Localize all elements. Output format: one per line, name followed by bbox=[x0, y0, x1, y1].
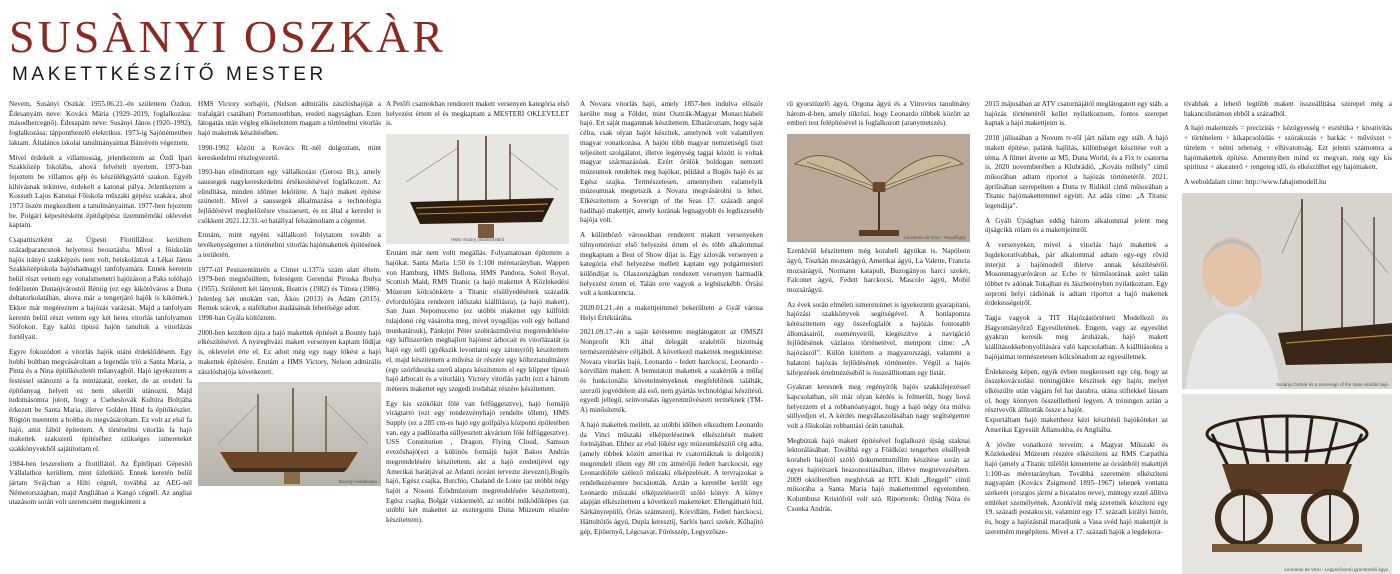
text-column-1 bbox=[9, 100, 192, 556]
text-column-3 bbox=[386, 100, 569, 556]
paragraph: Nevem, Susányi Oszkár. 1955.06.21.-én születtem Ózdon. Édesanyám neve: Kovács Mária (1929–2019, foglalkozása: másodhercegnő). Édesapám neve: Susányi János (1920–1992), foglalkozása: tápponthezelő elektrikus. 1973-ig Sajónémetiben laktam. Általános iskolai tanulmányaimat Bánrévén végeztem. bbox=[9, 100, 192, 147]
paragraph: A Novara vitorlás hajó, amely 1857-ben indulva először kerülte meg a Földet, mint Osztrák-Magyar Monarchiabeli hajó. Ert saját magamnak készítettem. Elhatároztam, hogy saját célra, csak olyan hajót készítek, amelynek volt valamilyen magyar vonatkozása. A hajón több magyar nemzetiségű tiszt teljesített szolgálatot, illetve legénység tagjai között is voltak magyar származásúak. Ezért őrülök boldogan nemzeti múzeumok rendeltek meg hajókat, például a Bogős hajó és az Egész szajka. Természetesen, amennyiben valamelyik múzeumnak megtetszik a Novara megvásárolni is lehet. Elkészítettem a Soverign of the Seas 17. századi angol hadihajó makettjét, amely korának legnagyobb és legdíszesebb hajója volt. bbox=[580, 100, 763, 225]
paragraph: Csapattisztként az Újpesti Flottillához kerültem századparancsnok helyettesi beosztásba. Mivel a főiskolán hajós irányú szakképzés nem volt, beiskoláztak a Lékai János Szakközépiskola hajóshadnagyi tanfolyamára. Ennek keretein belül részt vettem egy vonalsmenetri hajózáson a Paks tolóhajó fedélzetén Dunaújvárostól Réniig (ez egy kikötőváros a Duna deltatorkolatában, ahova már a tengerjáró hajók is kikötnek.) Ekkor már megéreztem a hajózás varázsát. Majd a tanfolyam keretén belül részt vettem egy két hetes vitorlás tanfolyamon Siófokon. Egy kalóz típusú hajón tanultuk a vitorlázás fortélyait. bbox=[9, 236, 192, 342]
paragraph: A jövőre vonatkozó terveim: a Magyar Műszaki és Közlekedési Múzeum részére elkészíteni az RMS Carpathia hajó (amely a Titanic túlélőit kimentette az óceánból) makettjét 1:100-as méretarányban. Továbbá szeretném elkészíteni nagyapám (Kovács Zsigmond 1895–1967) tehenek vontatta szekerét (orszgos járrni a hivatalos neve), mintegy ezzel állítva emléket személyének. Azonkívül még szeretnék készíteni egy 19. századi postakocsit, valamint egy 17. századi királyi hintót, és, hogy a hajózásnál maradjunk a Vasa svéd hajó makettjét is szeretném megépíteni. Mivel a 17. századi hajók a legdekora- bbox=[985, 440, 1168, 536]
photo-caption: Susányi Oszkár és a Sovereign of the Seas vitorlás hajó bbox=[1275, 381, 1388, 387]
paragraph: 2021.09.17.-én a saját kérésemre meglátogatott az OMSZI Nonprofit Kft által delegált szakértői bizottság természemlésére céljából. A következő makettek megtekintése: Novara vitorlás hajó, Leonardo - fedett harckocsi, Leonardo - kórvillám makett. A bemutatott makettek a szakértők a műfaj és funkcionális követelményeknek megfelelőnek találták, szerzői jogvédelem alá eső, nem gyártás technológiai készítésű, egyedi jellegű, színvonalas ügyeretművészeti terméknek (TM-A) minősítették. bbox=[580, 328, 764, 415]
photo-caption: Leonardo da Vinci - Legyezőszerű gyorstüzelő ágyú bbox=[1284, 566, 1388, 572]
paragraph: Gyakran keresnek meg regényírók hajós szakkifejezéssel kapcsolatban, sőt már olyan kérdés is felmerült, hogy hová helyezzem el a robbanóanyagot, hogy a hajó négy óra múlva süllyedjen el. A kérdés megválaszolásában nagy segítségemre volt a főiskolán robbantási órán tanultak. bbox=[787, 383, 970, 431]
paragraph: Az évek során elméleti ismereteimet is igyekeztem gyarapítani, hajózási szakkönyvek segítségével. A honlapomra kérészítettem egy összefoglalót a hajózás fontosabb állomásairól, eseményeiről, kiegészítve a navigáció fejlődésének vázlatos történetével, mentpont cime: „A hajózásról”. Külön kitértem a magyarországi, valamint a balatoni hajózás fejlődésének történetére. Végül a hajós kifejezések értelmezéséből is összeállítottam egy listát. bbox=[787, 300, 970, 377]
paragraph: A Gyáli Újságban eddig három alkalommal jelent meg újságcikk rólam és a makettjeimről. bbox=[985, 216, 1168, 235]
ship-model-illustration bbox=[198, 382, 381, 486]
paragraph: 1990-1992 között a Kovács Rt.-nél dolgoztam, mint kereskedelmi részlegvezető. bbox=[198, 143, 381, 162]
flying-machine-illustration bbox=[787, 134, 970, 242]
paragraph: 2020.01.21.-én a makettjeimmel bekerültem a Gyál városa Helyi Értéktárába. bbox=[580, 304, 763, 322]
photo-bounty-ship bbox=[198, 382, 381, 486]
text-column-4 bbox=[580, 100, 763, 556]
paragraph: Egy kis szökőkút fölé van felfüggesztve), hajó formájú virágtartó (ezt egy rendezvényhajó rendelte tőlem), HMS Supply (ez a 285 cm-es hajó egy golfpálya központi épületében van, egy a padlózatba süllyesztett akvárium fölé felfüggesztve). USS Constitution , Dragon, Flying Cloud, Samson evezőshajó(ezt a különös formájú hajót Bakos András megrendelésére készítettem, akt a hajó eredetijével egy Amerikai barátjával az Atlanti óceánt tervezte átevezni),Bogős hajó, Egész csajka, Burchio, Chaland de Loire (az utóbbi négy hajót a Nosoni Ërödmúzeum megrendelésére készítettem), Egész csajka, Bolgár vízkiemelő, az utóbbi működőképes (az utóbbi két makettet az esztergomi Duna Múzeum részére készítettem). bbox=[386, 399, 570, 525]
paragraph: A különböző városokban rendezett makett versenyeken túlnyomórészt első helyezést értem el és több alkalommal megkaptam a Best of Show díjat is. Egy szlovák versenyen a kategória első helyezése mellett kaptam egy polgármesteri különdíjat is. Olaszországban rendezett versenyen harmadik helyezést értem el. Talán erre vagyok a legbüszkébb. Óriási volt a konkurencia. bbox=[580, 231, 763, 298]
paragraph: Egyre fokozódott a vitorlás hajók utáni érdeklődésem. Egy hobbi boltban megvásároltam a legendás trió a Santa Maria, a Pinta és a Nina építőkészletét műanyagból. Hajó igyekeztem a festéssel utánozni a fa mintázatát, ezeket, de az eredeti fa építőanyag helyett ez nem sikerült utánozni. Majd tudomásomra jutott, hogy a Cseheslovák Kultúra Boltjába érkezett be Santa Maria, illetve Golden Hind fa építőkészlet. Rögtön meentem a boltba és megvásároltam. Ez volt az első fa hajó, amit fából építettem. A történelmi vitorlás fa hajó makettek szakszerű építéséhez szükséges ismereteket szakkönyvekből sajátítottam el. bbox=[9, 347, 192, 453]
paragraph: A hajó makettezés = precizitás + kézügyesség + esztétika + kreativitás + történelem + kikapcsolódás + szórakozás + barkác + művészet + türelem + némi tehetség + elhivatottság. Ezt jelenti számomra a hajómakettek építése. Amennyiben mind ez megvan, még egy kis spiritusz + akaraterő + rengeteg idő, és elkészülhet egy hajómakett. bbox=[1184, 124, 1392, 172]
paragraph: rű gyorstüzelő ágyú, Orgona ágyú és a Vitruvius tanulmány három-d-ben, amely tükrözi, hogy Leonardo többek között az emberi test felépítésével is foglalkozott (aranymetszés). bbox=[787, 100, 970, 128]
paragraph: Erutám már nem voltt megállás. Folyamatosan építettem a hajókat. Santa Maria 1:50 és 1:100 méretarányban, Wappen von Hamburg, HMS Bellona, HMS Pandora, Soleil Royal, Scottish Maid, RMS Titanic (a hajó makettet A Közlekedési Múzeum kölcsönkérte a Titanic elsüllyedésének századik évfordulójára rendezett időszaki kiállításra), (a hajó makett), San Juan Nepomuceno (ez utóbbi makettet egy külföldi tulajdonú cég vásárolta meg, mivel nyugdíjas volt egy holland munkatársuk), Pánkrjni Péter szobrászművész megrendelésére egy kifliszerűen meghajlott hajótest árbocait és vitorlázatát (a hajó egy selfi (gyékszik levontatni egy zátonyról) készítettem el, majd készítettem a művész úr részére egy költeztanulmányt (egy szórfdeszka szerű alapra készítettem el egy klipper típusú hajó árbocait és a vitorláit). Victory vitorlás yacht (ezt a három méteres makettet egy szegedi irodaház részére készítettem. bbox=[386, 249, 569, 393]
text-column-6 bbox=[985, 100, 1168, 556]
paragraph: A weboldalam címe: http://www.fahajomodell.hu bbox=[1184, 177, 1327, 186]
paragraph: A hajó makettek mellett, az utóbbi időben elkezdtem Leonardo da Vinci műszaki elképzeléseinek elkészítését makett formájában. Ehhez az első lökést egy múzeumkészítő cég adta,(amely többek között amerikai tv csatornáknak is dolgozik) megrendelt tőlem egy 80 cm átmérőjű fedett harckocsit, egy Leonardóféle szélező műszaki elképzelését. A tervrajzokat a rendelkezésemre bocsátották. Aztán a keretébe került egy Leonardo műszaki elképzeléseiről szóló könyv. A könyv alapján elkészítettem a következő maketteket: Ellengátható híd, Sárkányrepülő, Óriás számszeríj, Körvillám, Fedett harckocsi, Háttoltótős ágyú, Dupla keresztíj, Sarlós harci szekér, Kőhajító gép, Ejtőernyő, Légcsavar, Fúrésszép, Legyezősze- bbox=[580, 420, 764, 536]
page-subtitle: MAKETTKÉSZÍTŐ MESTER bbox=[12, 64, 327, 85]
photo-victory-ship bbox=[386, 134, 569, 244]
paragraph: 2018 júliusában a Novum tv-től járt nálam egy stáb. A hajó makett építése, palánk hajlítás, különbséget készítése volt a téma. A filmet átvette az M5, Duna World, és a Fix tv csatorna is. 2020 novemberében a Klubrádió, „Kováts műhely” című műsorában adtam riportot a hajózás történetéről. 2021. áprilisában szerepeltem a Duna tv Ridikül című műsorában a Titanic hajómakettemmel együtt. Az adás címe: „A Titanic legendája”. bbox=[985, 134, 1168, 211]
photo-leonardo-flying-machine bbox=[787, 134, 970, 242]
cannon-illustration bbox=[1182, 394, 1392, 574]
portrait-illustration bbox=[1182, 193, 1392, 389]
ship-model-illustration bbox=[386, 134, 569, 244]
paragraph: Ezenkívül készítettem még korabeli ágyúkat is. Napóleon ágyú, Toszkán mozsárágyú, Amerikai ágyú, La Valette, Francia mozsárágyú, Normann katapult, Buzogányos harci szekér, Falconet ágyú, Fedett harckocsi, Mascolo ágyú, Mobil mozsárágyú. bbox=[787, 247, 970, 294]
text-column-5 bbox=[787, 100, 970, 556]
paragraph: Erutám, mint egyéni vállalkozó folytatom tovább a tevékenységemet a történelmi vitorlás hajómakettek építésének a területén. bbox=[198, 231, 381, 259]
paragraph: Megbíztak hajó makett építésével foglalkozó újság szaknai lektorálásában. Továbbá egy a Földközi tengerben elsüllyedt korabeli hajóról szóló dokumentumfilm készítése során az egyes hajórészek beazonosításában, illetve megnevezésében. 2009 októberében meghívtak az RTL Klub „Reggeli” című műsorába a Santa Maria hajó makettemmel egyetemben. Kolumbusz Kristófról volt szó. Riporterek: Ördög Nóra és Csonka András. bbox=[787, 436, 970, 513]
paragraph: Mivel érdekelt a villamosság, jelentkeztem az Ózdi Ipari Szakközép Iskolába, ahová felvételt nyertem. 1973-ban fejeztem be villamos gép és készülékgyártó szakon. Egyéb kihívásnak tekintve, érdekelt a katonai pálya. Jelentkeztem a Kossuth Lajos Katonai Főiskola műszaki gépész szakára, ahol 1973 őszén megkezdtem a tanulmányaimat. 1977-ben fejeztem be. Polgári képesítésként építőgépész üzemmérnöki oklevelet kaptam. bbox=[9, 153, 192, 230]
text-column-7 bbox=[1184, 100, 1392, 572]
paragraph: Tagja vagyok a TIT Hajózástörténeti Modellező és Hagyományőrző Egyesületének. Engem, vagy az egyesület gyakran keresik meg áruházak, hajó makett kiállításokkebonyolítására való kapcsolatban. A kiállításokra a hajójaimat természetesen kölcsönadom az egyesületnek. bbox=[985, 314, 1168, 361]
text-column-2 bbox=[198, 100, 381, 556]
photo-caption: Leonardo da Vinci - Repülőgép bbox=[904, 235, 966, 241]
photo-caption: HMS Victory oldalnézetből bbox=[451, 237, 504, 243]
paragraph: tívabbak a lehető legtöbb makett összeállítása szerepel még a bakancslistámon ebből a századból. bbox=[1184, 100, 1392, 118]
paragraph: HMS Victory sorhajót, (Nelson admirális zászlóshajóját a trafalgári csatában) Portsmouthban, eredeti nagyságban. Ezen látogatás után végleg elköteleztem magam a történelmi vitorlás hajó makettek készítésében. bbox=[198, 100, 381, 138]
paragraph: 1977-től Pestszentimrén a Cimer u.137/a szám alatt éltem. 1979-ben megnősültem, feleségem Gerendai Piroska Ibolya (1955). Született két lányunk, Beatrix (1982) és Tímea (1986). Jelenleg két unokám van, Ákos (2013) és Ádám (2015). Remek srácok, a staféltabot átadásának lehetősége adott. 1998-ban Gyála költöztem. bbox=[198, 265, 381, 323]
paragraph: 2015 májusában az ATV csatornájától meglátogatott egy stáb, a hajózás történetéről kellet nyilatkoznom, fontos szerepet kaptak a hajó makettjeim is. bbox=[985, 100, 1168, 128]
photo-leonardo-cannon bbox=[1182, 394, 1392, 574]
paragraph: A versenyeken, mivel a vitorlás hajó makettek a legdekoratívabbak, pár alkalommal adtam egy-egy rövid interjút a hajómodell ihletve annak készítéséről. Mosonmagyaróváron az Echo tv hírműsorának azért talán többet tv adónak Tokajban és Jászberényben nyilatkoztam. Egy soproni helyi rádiónak is adtam riportot a hajó makettek érdekességeiről. bbox=[985, 241, 1168, 308]
paragraph: 1984-ben leszereltem a flottillától. Az Építőipari Gépesítő Vállalathoz kerültem, mint üzletkötő. Ennek keretén belül jártam Svájcban a Hilti cégnél, továbbá az AEG-nél Németországban, majd Angliában a Kangó cégnél. Az angliai utazásom során volt szerencsém megtekinteni a bbox=[9, 459, 192, 507]
paragraph: 2000-ben kezdtem újra a hajó makettek építését a Bounty hajó elkészítésével. A nyireghvázi makett versenyen kaptam fődíjat is, oklevelet érte el. Ez adott még egy nagy lökést a hajó makettek építésére. Erutám a HMS Victory, Nelson admirális zászlóshajója következett. bbox=[198, 328, 381, 376]
page-title: SUSÀNYI OSZKÀR bbox=[9, 11, 446, 62]
paragraph: A Petőfi csarnokban rendezett makett versenyen kategória első helyezést értem el és megkaptam a MESTERI OKLEVELET is. bbox=[386, 100, 569, 128]
paragraph: 1993-ban elindítottam egy vállalkozást (Gerosz Bt.), amely saussegek nagykereskedelmi értékesítésével foglalkozott. Az elindítása, minden időmet lekötötte. A hajó makett építése szünetelt. Mivel a saussegek alkalmazása a technológia fejlődésével meghelőzésre visszaesett, és ez által a kereslet is csökkent 2021.12.31.-ei hatállyal felszámoltam a cégemet. bbox=[198, 168, 381, 225]
paragraph: Érdekesség képen, egyik évben megkeresett egy cég, hogy az összekovácsolási tréningjükre készítsek egy hajót, melyet elkészülte után vágjam fel hat darabra, utána stiftekkel lássam el, hogy könnyen összeillethető legyen. A tréningen aztán a résztvevők állították össze a hajót. Exportáltam hajó makettheez kézi készítésű hajóköteket az Amerikai Egyesült Államokba, és Angliába. bbox=[985, 367, 1168, 434]
photo-author-with-ship bbox=[1182, 193, 1392, 389]
photo-caption: Bounty hivatalosan bbox=[338, 479, 377, 485]
